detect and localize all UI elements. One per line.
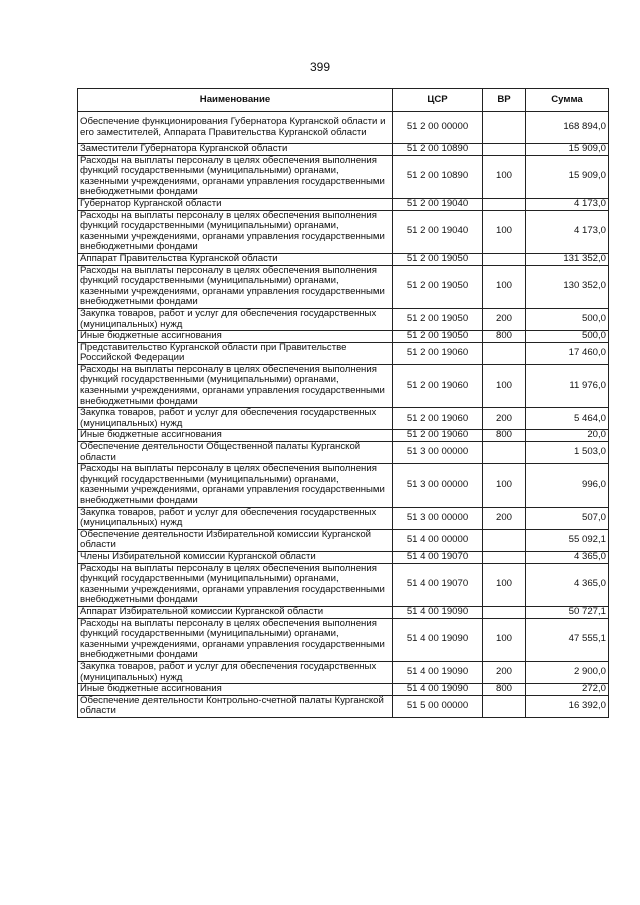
cell-vr [483,342,526,364]
cell-name: Закупка товаров, работ и услуг для обеспечения государственных (муниципальных) нужд [78,661,393,683]
cell-csr: 51 4 00 19070 [393,551,483,563]
cell-csr: 51 4 00 19090 [393,606,483,618]
cell-name: Обеспечение деятельности Контрольно-счетной палаты Курганской области [78,695,393,717]
cell-csr: 51 3 00 00000 [393,442,483,464]
cell-name: Обеспечение деятельности Общественной палаты Курганской области [78,442,393,464]
cell-name: Обеспечение функционирования Губернатора Курганской области и его заместителей, Аппарата Правительства Курганской области [78,112,393,144]
cell-csr: 51 2 00 19050 [393,253,483,265]
cell-csr: 51 2 00 19060 [393,408,483,430]
table-row [78,464,609,507]
table-row [78,695,609,717]
cell-vr: 100 [483,563,526,606]
cell-csr: 51 2 00 10890 [393,155,483,198]
cell-name: Губернатор Курганской области [78,198,393,210]
cell-vr: 800 [483,430,526,442]
cell-name: Аппарат Избирательной комиссии Курганской области [78,606,393,618]
cell-sum: 507,0 [526,507,609,529]
cell-sum: 20,0 [526,430,609,442]
cell-name: Члены Избирательной комиссии Курганской области [78,551,393,563]
cell-vr: 200 [483,507,526,529]
cell-sum: 1 503,0 [526,442,609,464]
cell-sum: 131 352,0 [526,253,609,265]
cell-sum: 500,0 [526,308,609,330]
table-row [78,442,609,464]
table-row [78,364,609,407]
cell-vr: 800 [483,331,526,343]
cell-sum: 5 464,0 [526,408,609,430]
table-row [78,331,609,343]
cell-sum: 996,0 [526,464,609,507]
table-row [78,430,609,442]
table-row [78,342,609,364]
cell-sum: 11 976,0 [526,364,609,407]
table-row [78,198,609,210]
cell-csr: 51 2 00 19040 [393,198,483,210]
cell-name: Закупка товаров, работ и услуг для обеспечения государственных (муниципальных) нужд [78,507,393,529]
cell-csr: 51 2 00 19050 [393,331,483,343]
cell-name: Аппарат Правительства Курганской области [78,253,393,265]
cell-vr [483,144,526,156]
cell-name: Расходы на выплаты персоналу в целях обеспечения выполнения функций государственными (муниципальными) органами, казенными учреждениями, органами управления государственными внебюджетными фондами [78,563,393,606]
table-row [78,210,609,253]
cell-vr [483,529,526,551]
cell-vr [483,198,526,210]
table-row [78,408,609,430]
cell-csr: 51 3 00 00000 [393,507,483,529]
cell-vr [483,442,526,464]
cell-csr: 51 2 00 19060 [393,430,483,442]
cell-sum: 16 392,0 [526,695,609,717]
table-row [78,563,609,606]
cell-csr: 51 2 00 19050 [393,265,483,308]
table-row [78,507,609,529]
table-row [78,112,609,144]
cell-csr: 51 5 00 00000 [393,695,483,717]
cell-csr: 51 2 00 19040 [393,210,483,253]
cell-vr: 100 [483,618,526,661]
cell-name: Закупка товаров, работ и услуг для обеспечения государственных (муниципальных) нужд [78,408,393,430]
cell-sum: 55 092,1 [526,529,609,551]
cell-sum: 50 727,1 [526,606,609,618]
cell-vr: 100 [483,364,526,407]
table-row [78,606,609,618]
cell-sum: 168 894,0 [526,112,609,144]
cell-sum: 17 460,0 [526,342,609,364]
table-row [78,529,609,551]
cell-sum: 15 909,0 [526,155,609,198]
cell-sum: 4 365,0 [526,563,609,606]
cell-sum: 4 173,0 [526,210,609,253]
header-name: Наименование [78,89,393,112]
header-vr: ВР [483,89,526,112]
table-row [78,661,609,683]
table-header-row [78,89,609,112]
cell-vr [483,551,526,563]
cell-csr: 51 3 00 00000 [393,464,483,507]
cell-name: Иные бюджетные ассигнования [78,331,393,343]
cell-vr: 200 [483,408,526,430]
cell-csr: 51 2 00 19060 [393,364,483,407]
cell-sum: 4 173,0 [526,198,609,210]
page-number: 399 [309,60,331,74]
cell-vr: 200 [483,308,526,330]
cell-vr: 800 [483,684,526,696]
cell-sum: 15 909,0 [526,144,609,156]
cell-name: Закупка товаров, работ и услуг для обеспечения государственных (муниципальных) нужд [78,308,393,330]
table-row [78,551,609,563]
cell-sum: 2 900,0 [526,661,609,683]
cell-vr: 100 [483,464,526,507]
cell-name: Расходы на выплаты персоналу в целях обеспечения выполнения функций государственными (муниципальными) органами, казенными учреждениями, органами управления государственными внебюджетными фондами [78,464,393,507]
table-row [78,618,609,661]
table-row [78,253,609,265]
cell-csr: 51 4 00 19090 [393,661,483,683]
cell-csr: 51 4 00 19070 [393,563,483,606]
cell-vr: 200 [483,661,526,683]
cell-vr [483,606,526,618]
cell-vr: 100 [483,155,526,198]
budget-table [77,88,609,718]
cell-sum: 500,0 [526,331,609,343]
cell-name: Обеспечение деятельности Избирательной комиссии Курганской области [78,529,393,551]
cell-name: Заместители Губернатора Курганской области [78,144,393,156]
cell-name: Расходы на выплаты персоналу в целях обеспечения выполнения функций государственными (муниципальными) органами, казенными учреждениями, органами управления государственными внебюджетными фондами [78,618,393,661]
cell-vr [483,253,526,265]
cell-vr: 100 [483,210,526,253]
cell-csr: 51 4 00 19090 [393,684,483,696]
table-row [78,144,609,156]
cell-sum: 130 352,0 [526,265,609,308]
cell-sum: 272,0 [526,684,609,696]
table-row [78,684,609,696]
header-sum: Сумма [526,89,609,112]
cell-csr: 51 4 00 19090 [393,618,483,661]
cell-name: Представительство Курганской области при Правительстве Российской Федерации [78,342,393,364]
cell-name: Расходы на выплаты персоналу в целях обеспечения выполнения функций государственными (муниципальными) органами, казенными учреждениями, органами управления государственными внебюджетными фондами [78,364,393,407]
cell-vr: 100 [483,265,526,308]
table-body [78,112,609,718]
cell-name: Расходы на выплаты персоналу в целях обеспечения выполнения функций государственными (муниципальными) органами, казенными учреждениями, органами управления государственными внебюджетными фондами [78,210,393,253]
cell-vr [483,112,526,144]
cell-name: Расходы на выплаты персоналу в целях обеспечения выполнения функций государственными (муниципальными) органами, казенными учреждениями, органами управления государственными внебюджетными фондами [78,265,393,308]
table-row [78,155,609,198]
cell-csr: 51 2 00 10890 [393,144,483,156]
cell-sum: 47 555,1 [526,618,609,661]
cell-name: Расходы на выплаты персоналу в целях обеспечения выполнения функций государственными (муниципальными) органами, казенными учреждениями, органами управления государственными внебюджетными фондами [78,155,393,198]
cell-csr: 51 4 00 00000 [393,529,483,551]
header-csr: ЦСР [393,89,483,112]
cell-name: Иные бюджетные ассигнования [78,430,393,442]
cell-name: Иные бюджетные ассигнования [78,684,393,696]
cell-csr: 51 2 00 19060 [393,342,483,364]
table-row [78,265,609,308]
cell-sum: 4 365,0 [526,551,609,563]
table-row [78,308,609,330]
cell-vr [483,695,526,717]
cell-csr: 51 2 00 00000 [393,112,483,144]
cell-csr: 51 2 00 19050 [393,308,483,330]
